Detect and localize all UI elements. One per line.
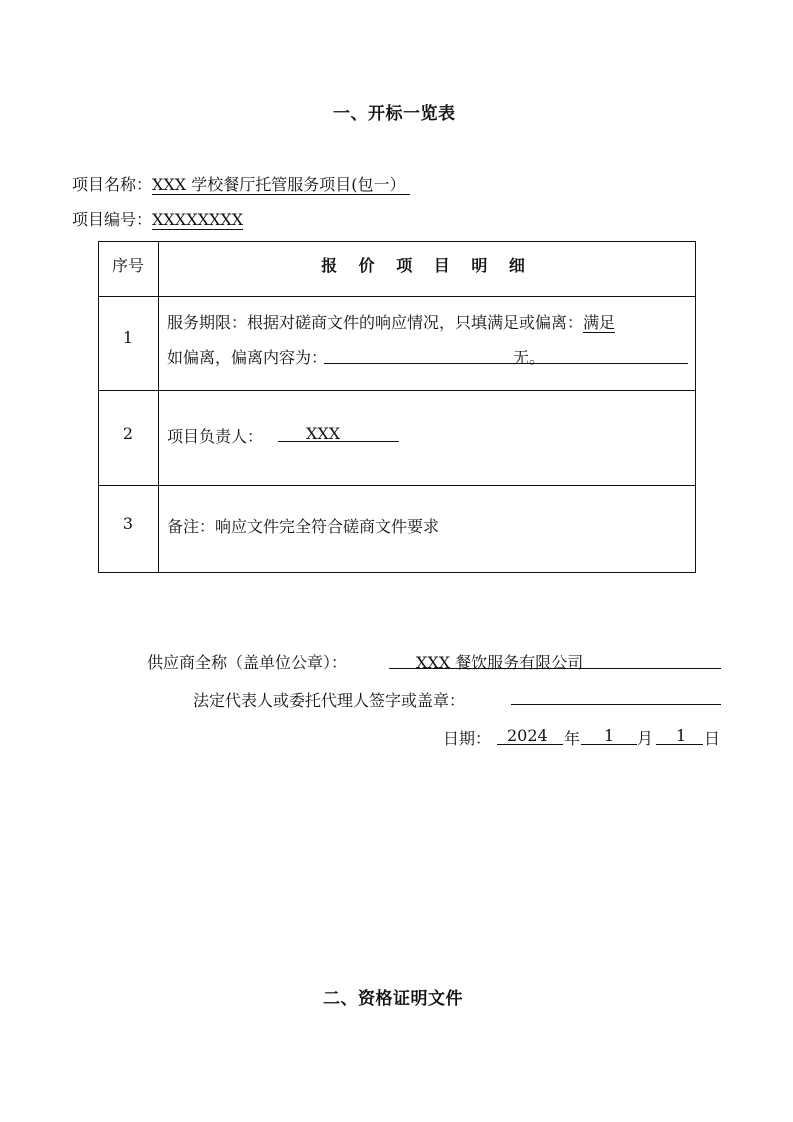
service-period-value[interactable]: 满足 xyxy=(583,313,616,332)
table-column-divider xyxy=(158,241,159,573)
project-number-label: 项目编号： xyxy=(72,210,153,229)
supplier-name-label: 供应商全称（盖单位公章）： xyxy=(147,653,348,672)
row-number: 1 xyxy=(122,328,134,347)
row-number: 3 xyxy=(122,514,134,533)
header-detail: 报 价 项 目 明 细 xyxy=(321,256,533,275)
project-leader-value[interactable]: XXX xyxy=(306,424,341,443)
project-number-row xyxy=(72,207,243,230)
remarks-text: 备注：响应文件完全符合磋商文件要求 xyxy=(167,517,440,536)
project-leader-label: 项目负责人： xyxy=(167,427,264,446)
row-number: 2 xyxy=(122,424,134,443)
project-name-value[interactable]: XXX 学校餐厅托管服务项目(包一） xyxy=(152,176,410,195)
table-border-right xyxy=(695,241,696,573)
table-border-bottom xyxy=(98,572,696,573)
table-divider xyxy=(98,390,696,391)
date-year-unit: 年 xyxy=(564,729,581,748)
deviation-value[interactable]: 无。 xyxy=(513,348,546,367)
section-title-qualification: 二、资格证明文件 xyxy=(323,989,463,1009)
table-divider xyxy=(98,485,696,486)
project-name-row xyxy=(72,172,410,195)
service-period-line xyxy=(167,310,615,333)
table-border-top xyxy=(98,241,696,242)
date-year-value[interactable]: 2024 xyxy=(507,726,548,745)
service-period-label: 服务期限：根据对磋商文件的响应情况，只填满足或偏离： xyxy=(167,313,584,332)
deviation-underline xyxy=(324,363,688,364)
table-divider xyxy=(98,296,696,297)
project-number-value[interactable]: XXXXXXXX xyxy=(152,210,244,229)
project-name-label: 项目名称： xyxy=(72,175,153,194)
section-title-bid-summary: 一、开标一览表 xyxy=(333,104,456,124)
representative-label: 法定代表人或委托代理人签字或盖章： xyxy=(193,691,466,710)
supplier-name-value[interactable]: XXX 餐饮服务有限公司 xyxy=(416,653,584,672)
date-day-value[interactable]: 1 xyxy=(676,726,687,745)
header-no: 序号 xyxy=(111,256,144,275)
date-month-value[interactable]: 1 xyxy=(604,726,615,745)
representative-signature-field[interactable] xyxy=(511,704,721,705)
deviation-label: 如偏离，偏离内容为： xyxy=(167,348,328,367)
date-month-unit: 月 xyxy=(637,729,654,748)
date-day-unit: 日 xyxy=(704,729,721,748)
date-label: 日期： xyxy=(443,729,492,748)
